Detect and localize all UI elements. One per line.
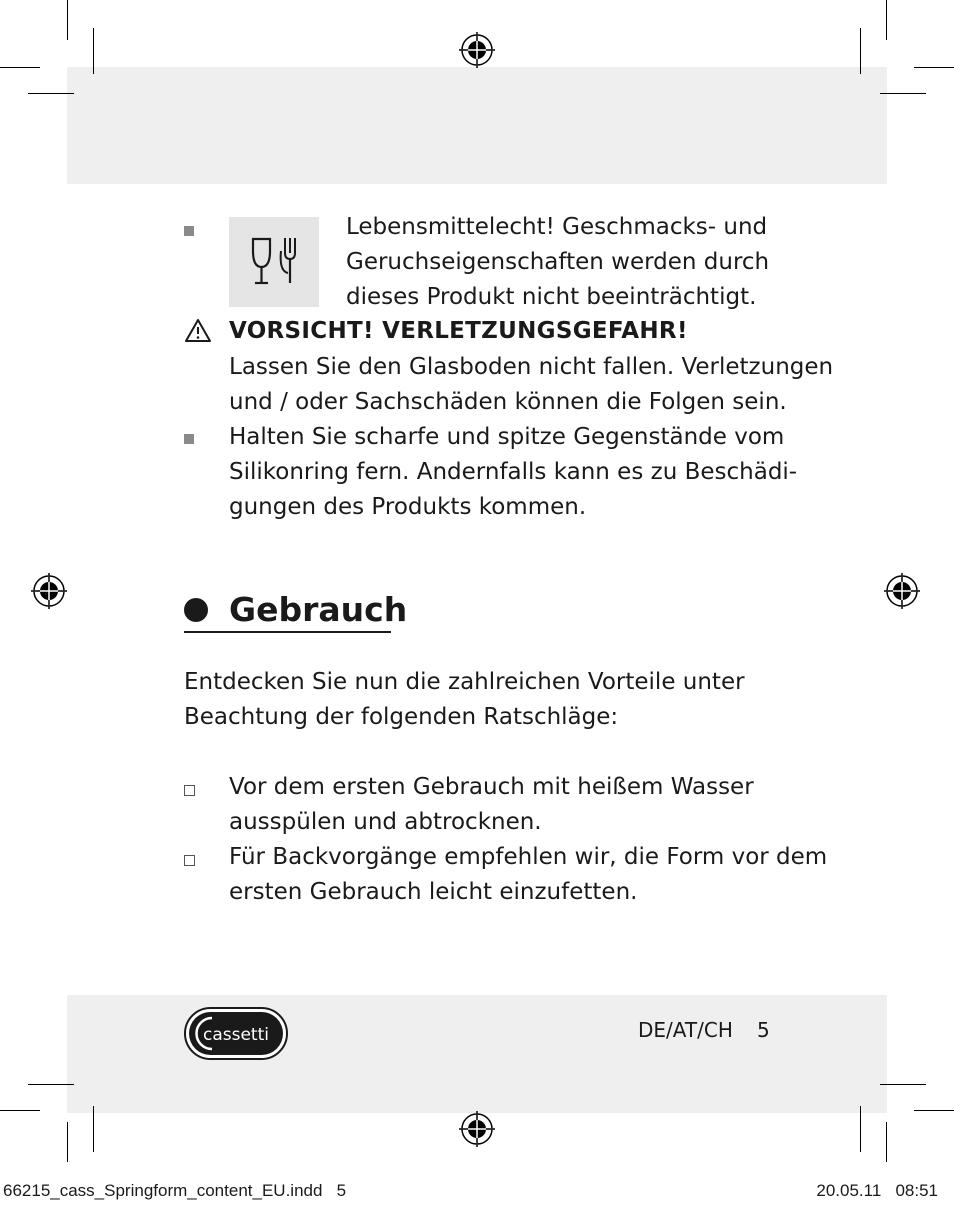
step-line: ausspülen und abtrocknen. xyxy=(229,809,542,835)
section-heading: Gebrauch xyxy=(229,590,408,629)
warning-line: und / oder Sachschäden können die Folgen sein. xyxy=(229,389,787,415)
registration-mark-icon xyxy=(31,573,67,609)
heading-underline xyxy=(184,631,391,633)
top-band xyxy=(67,67,887,184)
food-safe-glass-fork-icon xyxy=(229,217,319,307)
checkbox-bullet xyxy=(184,785,195,796)
registration-mark-icon xyxy=(459,32,495,68)
silicone-line: gungen des Produkts kommen. xyxy=(229,494,587,520)
warning-title: VORSICHT! VERLETZUNGSGEFAHR! xyxy=(229,318,688,344)
print-slug-datetime: 20.05.11 08:51 xyxy=(816,1181,938,1200)
page-number: 5 xyxy=(757,1018,770,1042)
warning-triangle-icon xyxy=(184,318,212,343)
bullet-square xyxy=(184,226,194,236)
brand-text: cassetti xyxy=(203,1025,269,1045)
registration-mark-icon xyxy=(884,573,920,609)
intro-line: Entdecken Sie nun die zahlreichen Vorteile unter xyxy=(184,669,745,695)
step-line: Vor dem ersten Gebrauch mit heißem Wasser xyxy=(229,774,754,800)
food-safe-line: Lebensmittelecht! Geschmacks- und xyxy=(346,214,768,240)
food-safe-line: Geruchseigenschaften werden durch xyxy=(346,249,770,275)
step-line: ersten Gebrauch leicht einzufetten. xyxy=(229,879,638,905)
print-slug-file: 66215_cass_Springform_content_EU.indd 5 xyxy=(3,1181,347,1200)
region-label: DE/AT/CH xyxy=(638,1018,733,1042)
warning-line: Lassen Sie den Glasboden nicht fallen. Verletzungen xyxy=(229,354,834,380)
step-line: Für Backvorgänge empfehlen wir, die Form vor dem xyxy=(229,844,828,870)
food-safe-line: dieses Produkt nicht beeinträchtigt. xyxy=(346,284,757,310)
food-safe-icon-box xyxy=(229,217,319,307)
intro-line: Beachtung der folgenden Ratschläge: xyxy=(184,704,619,730)
bullet-square xyxy=(184,434,194,444)
section-dot-icon xyxy=(184,598,208,622)
registration-mark-icon xyxy=(459,1111,495,1147)
silicone-line: Halten Sie scharfe und spitze Gegenstände vom xyxy=(229,424,785,450)
checkbox-bullet xyxy=(184,855,195,866)
cassetti-logo xyxy=(184,1007,288,1060)
silicone-line: Silikonring fern. Andernfalls kann es zu Beschädi- xyxy=(229,459,798,485)
